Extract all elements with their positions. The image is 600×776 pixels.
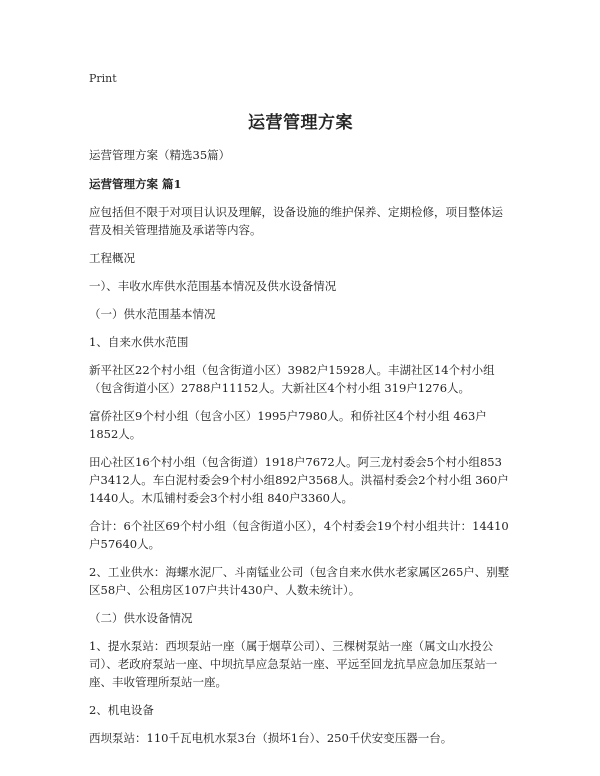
paragraph-tap-water-range: 1、自来水供水范围 [89, 335, 189, 349]
paragraph-tianxin-community: 田心社区16个村小组（包含街道）1918户7672人。阿三龙村委会5个村小组853户3412人。车白泥村委会9个村小组892户3568人。洪福村委会2个村小组 360户1440人。木瓜铺村委会3个村小组 840户3360人。 [89, 455, 509, 505]
paragraph-xiba-station: 西坝泵站：110千瓦电机水泵3台（损坏1台）、250千伏安变压器一台。 [89, 731, 453, 745]
paragraph-project-overview: 工程概况 [89, 251, 135, 265]
paragraph-total: 合计：6个社区69个村小组（包含街道小区），4个村委会19个村小组共计：14410户57640人。 [89, 519, 509, 551]
paragraph-intro: 应包括但不限于对项目认识及理解，设备设施的维护保养、定期检修，项目整体运营及相关管理措施及承诺等内容。 [89, 205, 503, 237]
paragraph-industrial-supply: 2、工业供水：海螺水泥厂、斗南锰业公司（包含自来水供水老家属区265户、别墅区58户、公租房区107户共计430户、人数未统计）。 [89, 565, 510, 597]
document-subtitle: 运营管理方案（精选35篇） [89, 148, 231, 162]
paragraph-xinping-community: 新平社区22个村小组（包含街道小区）3982户15928人。丰湖社区14个村小组（包含街道小区）2788户11152人。大新社区4个村小组 319户1276人。 [89, 363, 495, 395]
paragraph-heading-supply: 一）、丰收水库供水范围基本情况及供水设备情况 [89, 279, 337, 293]
paragraph-pump-stations: 1、提水泵站：西坝泵站一座（属于烟草公司）、三棵树泵站一座（属文山水投公司）、老政府泵站一座、中坝抗旱应急泵站一座、平远至回龙抗旱应急加压泵站一座、丰收管理所泵站一座。 [89, 639, 498, 689]
document-title: 运营管理方案 [248, 113, 353, 133]
paragraph-fuqiao-community: 富侨社区9个村小组（包含小区）1995户7980人。和侨社区4个村小组 463户1852人。 [89, 409, 487, 441]
paragraph-heading-supply-range: （一）供水范围基本情况 [89, 307, 216, 321]
section-heading: 运营管理方案 篇1 [89, 177, 182, 191]
paragraph-heading-mechanical: 2、机电设备 [89, 703, 154, 717]
print-label: Print [89, 72, 117, 85]
paragraph-heading-equipment: （二）供水设备情况 [89, 611, 193, 625]
